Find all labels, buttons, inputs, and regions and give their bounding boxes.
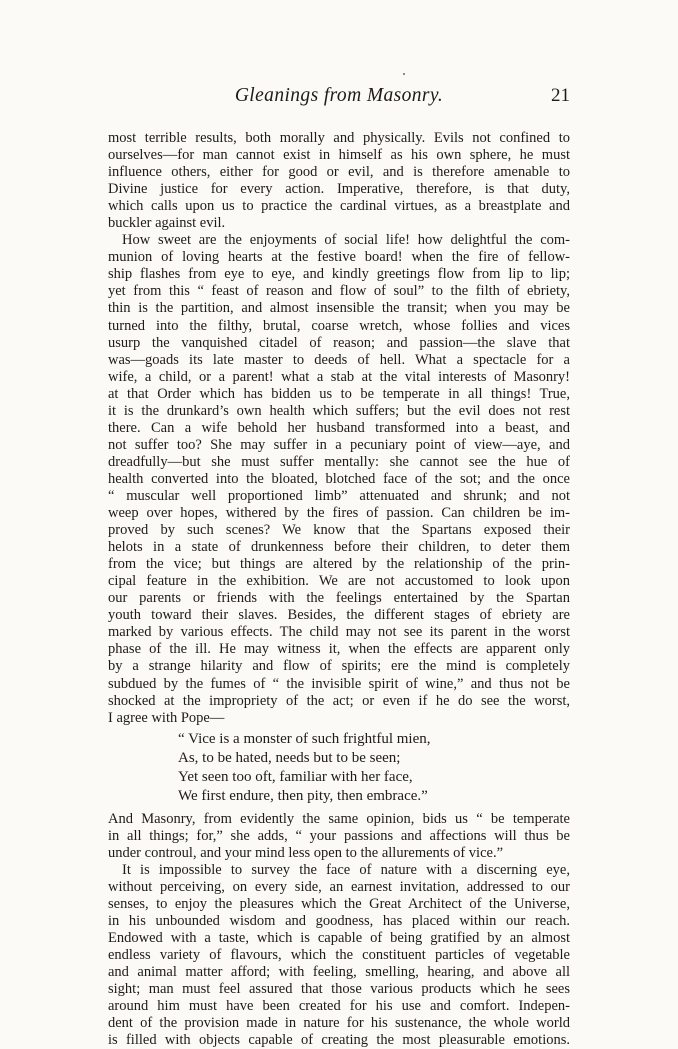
text-line: dent of the provision made in nature for his sustenance, the whole world bbox=[108, 1015, 570, 1032]
text-line: shocked at the impropriety of the act; or even if he do see the worst, bbox=[108, 692, 570, 709]
text-line: at that Order which has bidden us to be temperate in all things! True, bbox=[108, 385, 570, 402]
text-line: senses, to enjoy the pleasures which the Great Architect of the Universe, bbox=[108, 895, 570, 912]
text-line: endless variety of flavours, which the constituent particles of vegetable bbox=[108, 947, 570, 964]
text-line: which calls upon us to practice the cardinal virtues, as a breastplate and bbox=[108, 198, 570, 215]
text-line: And Masonry, from evidently the same opinion, bids us “ be temperate bbox=[108, 810, 570, 827]
verse-line: We first endure, then pity, then embrace.” bbox=[178, 787, 428, 804]
text-line: it is the drunkard’s own health which suffers; but the evil does not rest bbox=[108, 402, 570, 419]
text-line: munion of loving hearts at the festive board! when the fire of fellow- bbox=[108, 249, 570, 266]
running-title: Gleanings from Masonry. bbox=[234, 85, 444, 106]
text-line: cipal feature in the exhibition. We are not accustomed to look upon bbox=[108, 573, 570, 590]
text-line: I agree with Pope— bbox=[108, 709, 225, 726]
text-line: How sweet are the enjoyments of social life! how delightful the com- bbox=[122, 232, 570, 249]
text-line: by a strange hilarity and flow of spirits; ere the mind is completely bbox=[108, 658, 570, 675]
text-line: ship flashes from eye to eye, and kindly greetings flow from lip to lip; bbox=[108, 266, 570, 283]
text-line: not suffer too? She may suffer in a pecuniary point of view—aye, and bbox=[108, 436, 570, 453]
text-line: without perceiving, on every side, an earnest invitation, addressed to our bbox=[108, 878, 570, 895]
verse-quotation bbox=[178, 730, 570, 806]
text-line: thin is the partition, and almost insensible the transit; when you may be bbox=[108, 300, 570, 317]
text-line: turned into the filthy, brutal, coarse wretch, whose follies and vices bbox=[108, 317, 570, 334]
text-line: influence others, either for good or evil, and is therefore amenable to bbox=[108, 164, 570, 181]
text-line: and animal matter afford; with feeling, smelling, hearing, and above all bbox=[108, 964, 570, 981]
text-line: health converted into the bloated, blotched face of the sot; and the once bbox=[108, 470, 570, 487]
text-line: buckler against evil. bbox=[108, 215, 226, 232]
text-line: usurp the vanquished citadel of reason; and passion—the slave that bbox=[108, 334, 570, 351]
text-line: Divine justice for every action. Imperative, therefore, is that duty, bbox=[108, 181, 570, 198]
text-line: around him must have been created for his use and comfort. Indepen- bbox=[108, 998, 570, 1015]
verse-line: As, to be hated, needs but to be seen; bbox=[178, 749, 401, 766]
text-line: most terrible results, both morally and physically. Evils not confined to bbox=[108, 130, 570, 146]
paragraph-1 bbox=[108, 130, 570, 232]
text-line: proved by such scenes? We know that the Spartans exposed their bbox=[108, 522, 570, 539]
text-line: Endowed with a taste, which is capable of being gratified by an almost bbox=[108, 929, 570, 946]
running-head bbox=[108, 82, 570, 110]
text-line: It is impossible to survey the face of nature with a discerning eye, bbox=[122, 861, 570, 878]
paragraph-4 bbox=[108, 862, 570, 1049]
paragraph-3 bbox=[108, 811, 570, 862]
text-line: in all things; for,” she adds, “ your passions and affections will thus be bbox=[108, 827, 570, 844]
text-line: phase of the ill. He may witness it, when the effects are apparent only bbox=[108, 641, 570, 658]
text-line: there. Can a wife behold her husband transformed into a beast, and bbox=[108, 419, 570, 436]
text-line: helots in a state of drunkenness before their children, to deter them bbox=[108, 539, 570, 556]
text-line: wife, a child, or a parent! what a stab at the vital interests of Masonry! bbox=[108, 368, 570, 385]
page-number: 21 bbox=[551, 85, 570, 106]
text-line: ourselves—for man cannot exist in himself as his own sphere, he must bbox=[108, 147, 570, 164]
verse-line: “ Vice is a monster of such frightful mien, bbox=[178, 730, 431, 747]
paragraph-2 bbox=[108, 232, 570, 726]
text-line: youth toward their slaves. Besides, the different stages of ebriety are bbox=[108, 607, 570, 624]
text-line: from the vice; but things are altered by the relationship of the prin- bbox=[108, 556, 570, 573]
text-line: under controul, and your mind less open to the allurements of vice.” bbox=[108, 844, 504, 861]
text-line: in his unbounded wisdom and goodness, has placed within our reach. bbox=[108, 912, 570, 929]
text-line: marked by various effects. The child may not see its parent in the worst bbox=[108, 624, 570, 641]
text-line: was—goads its late master to deeds of hell. What a spectacle for a bbox=[108, 351, 570, 368]
text-line: “ muscular well proportioned limb” attenuated and shrunk; and not bbox=[108, 487, 570, 504]
body-text bbox=[108, 130, 570, 1049]
text-line: sight; man must feel assured that those various products which he sees bbox=[108, 981, 570, 998]
ink-speck bbox=[403, 73, 405, 75]
text-line: is filled with objects capable of creating the most pleasurable emotions. bbox=[108, 1032, 570, 1049]
text-line: dreadfully—but she must suffer mentally: she cannot see the hue of bbox=[108, 453, 570, 470]
text-line: our parents or friends with the feelings entertained by the Spartan bbox=[108, 590, 570, 607]
text-line: yet from this “ feast of reason and flow of soul” to the filth of ebriety, bbox=[108, 283, 570, 300]
text-line: subdued by the fumes of “ the invisible spirit of wine,” and thus not be bbox=[108, 675, 570, 692]
text-line: weep over hopes, withered by the fires of passion. Can children be im- bbox=[108, 505, 570, 522]
verse-line: Yet seen too oft, familiar with her face, bbox=[178, 768, 413, 785]
